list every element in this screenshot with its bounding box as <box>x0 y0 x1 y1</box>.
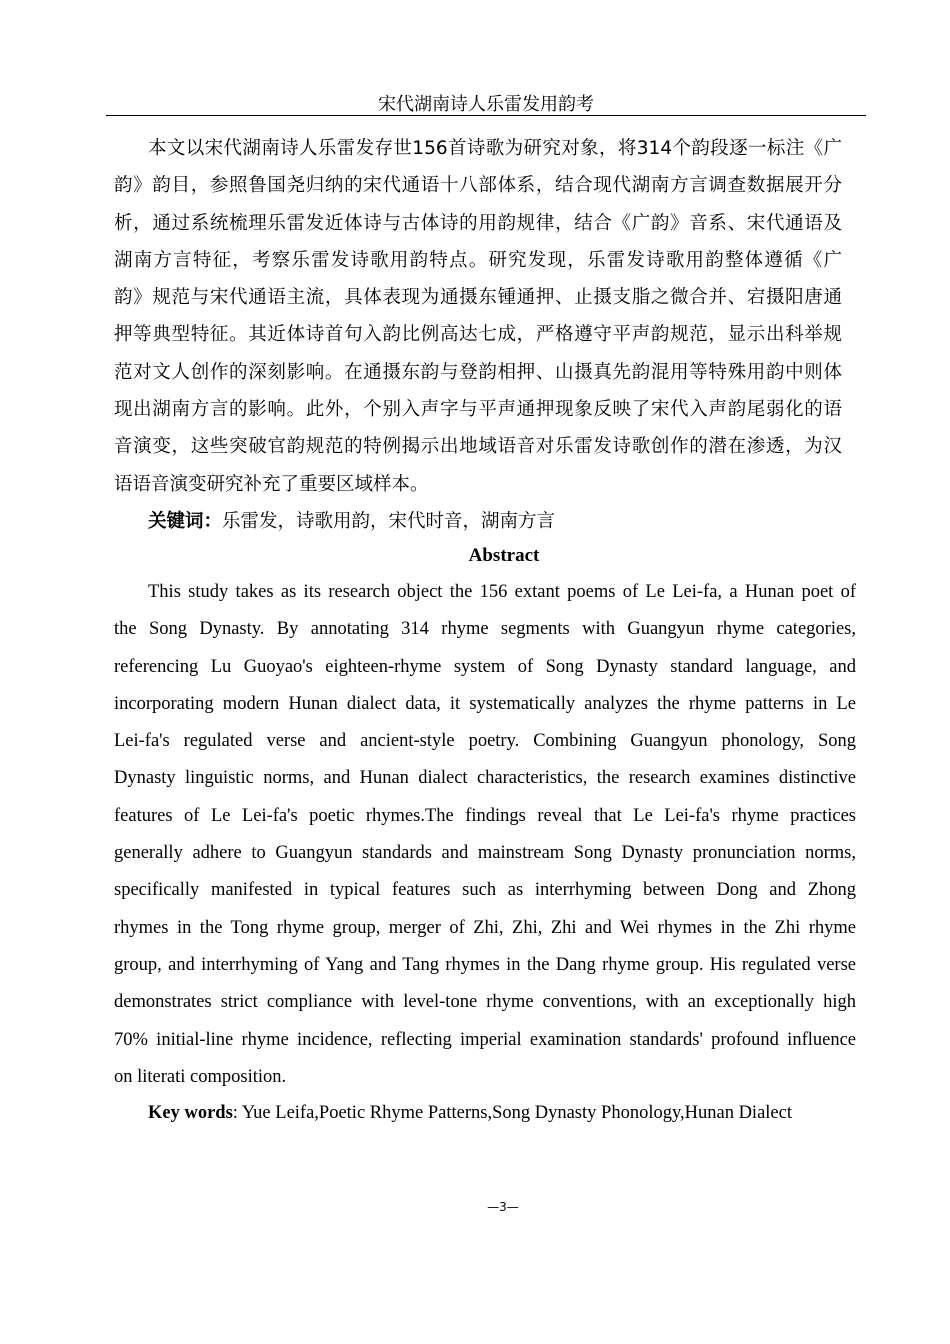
running-header: 宋代湖南诗人乐雷发用韵考 <box>378 94 594 115</box>
paragraph-line: Lei-fa's regulated verse and ancient-style poetry. Combining Guangyun phonology, Song <box>114 731 856 752</box>
abstract-title: Abstract <box>468 545 540 566</box>
paragraph-line: 音演变，这些突破官韵规范的特例揭示出地域语音对乐雷发诗歌创作的潜在渗透，为汉 <box>114 436 842 458</box>
paragraph-line: 湖南方言特征，考察乐雷发诗歌用韵特点。研究发现，乐雷发诗歌用韵整体遵循《广 <box>114 249 842 271</box>
paragraph-line: 语语音演变研究补充了重要区域样本。 <box>114 473 429 495</box>
paragraph-line: on literati composition. <box>114 1066 287 1087</box>
paragraph-line: generally adhere to Guangyun standards and mainstream Song Dynasty pronunciation norms, <box>114 843 856 864</box>
paragraph-line: group, and interrhyming of Yang and Tang rhymes in the Dang rhyme group. His regulated verse <box>114 954 856 975</box>
paragraph-line: 韵》韵目，参照鲁国尧归纳的宋代通语十八部体系，结合现代湖南方言调查数据展开分 <box>114 175 842 197</box>
english-keywords <box>114 1095 842 1132</box>
chinese-keywords <box>114 503 842 540</box>
paragraph-line: 70% initial-line rhyme incidence, reflecting imperial examination standards' profound influence <box>114 1029 856 1050</box>
paragraph-line: features of Le Lei-fa's poetic rhymes.The findings reveal that Le Lei-fa's rhyme practices <box>114 805 856 826</box>
paragraph-line: 韵》规范与宋代通语主流，具体表现为通摄东锺通押、止摄支脂之微合并、宕摄阳唐通 <box>114 287 842 309</box>
paragraph-line: demonstrates strict compliance with level-tone rhyme conventions, with an exceptionally high <box>114 992 856 1013</box>
english-abstract <box>114 574 856 1096</box>
paragraph-line: Dynasty linguistic norms, and Hunan dialect characteristics, the research examines distinctive <box>114 768 856 789</box>
paragraph-line: the Song Dynasty. By annotating 314 rhyme segments with Guangyun rhyme categories, <box>114 619 856 640</box>
paragraph-line: referencing Lu Guoyao's eighteen-rhyme system of Song Dynasty standard language, and <box>114 656 856 677</box>
paragraph-line: 押等典型特征。其近体诗首句入韵比例高达七成，严格遵守平声韵规范，显示出科举规 <box>114 324 842 346</box>
header-rule <box>106 115 866 116</box>
chinese-abstract <box>114 130 842 503</box>
keywords-text: 乐雷发，诗歌用韵，宋代时音，湖南方言 <box>222 511 556 532</box>
keywords-label-en: Key words <box>148 1103 233 1123</box>
paragraph-line: 析，通过系统梳理乐雷发近体诗与古体诗的用韵规律，结合《广韵》音系、宋代通语及 <box>114 212 842 234</box>
keywords-text-en: : Yue Leifa,Poetic Rhyme Patterns,Song Dynasty Phonology,Hunan Dialect <box>232 1103 792 1123</box>
paragraph-line: rhymes in the Tong rhyme group, merger of Zhi, Zhi, Zhi and Wei rhymes in the Zhi rhyme <box>114 917 856 938</box>
paragraph-line: specifically manifested in typical features such as interrhyming between Dong and Zhong <box>114 880 856 901</box>
paragraph-line: incorporating modern Hunan dialect data, it systematically analyzes the rhyme patterns in Le <box>114 693 856 714</box>
paragraph-line: 本文以宋代湖南诗人乐雷发存世156首诗歌为研究对象，将314个韵段逐一标注《广 <box>148 138 842 159</box>
paragraph-line: 范对文人创作的深刻影响。在通摄东韵与登韵相押、山摄真先韵混用等特殊用韵中则体 <box>114 361 842 383</box>
paragraph-line: 现出湖南方言的影响。此外，个别入声字与平声通押现象反映了宋代入声韵尾弱化的语 <box>114 399 842 421</box>
paragraph-line: This study takes as its research object the 156 extant poems of Le Lei-fa, a Hunan poet of <box>148 582 856 602</box>
keywords-label: 关键词： <box>148 511 223 532</box>
page-number: —3— <box>487 1200 519 1214</box>
